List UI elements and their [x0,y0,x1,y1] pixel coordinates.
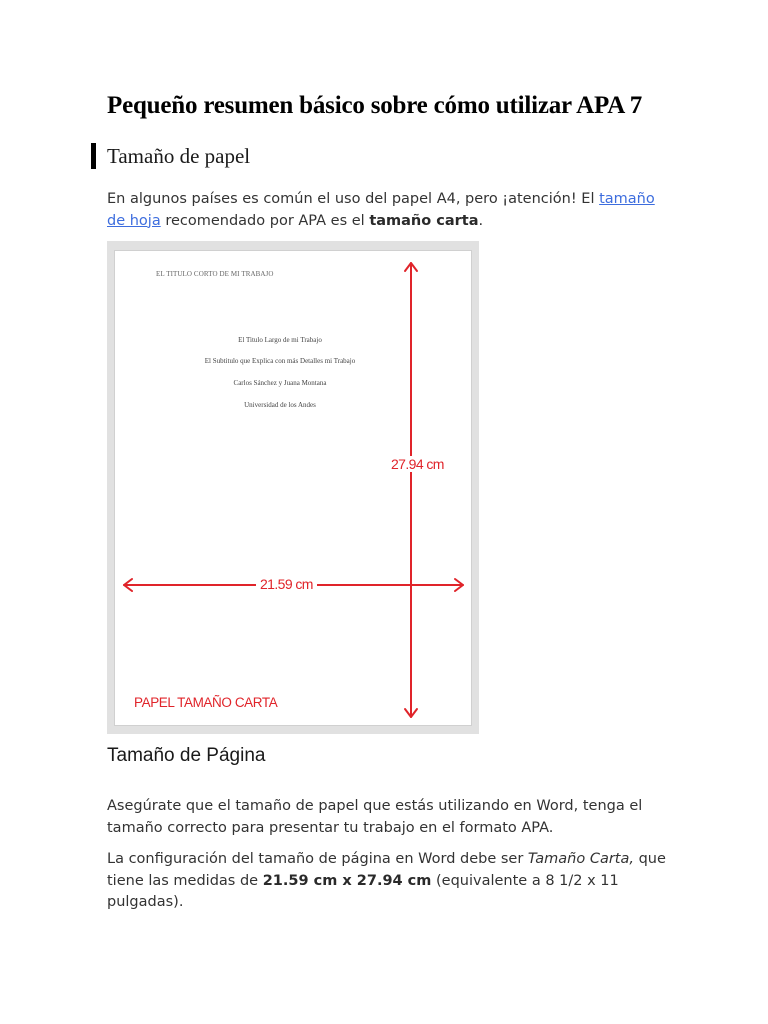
figure-authors-line: Carlos Sánchez y Juana Montana [233,379,327,387]
intro-bold-text: tamaño carta [369,212,479,229]
config-text-middle: que tiene las medidas de [107,851,666,889]
word-size-paragraph: Asegúrate que el tamaño de papel que estás utilizando en Word, tenga el tamaño correcto para presentar tu trabajo en el formato APA. [107,798,643,836]
section-accent-bar [91,143,96,169]
intro-text-end: . [478,212,484,229]
section-heading: Tamaño de papel [107,144,251,168]
width-dimension-label: 21.59 cm [256,576,317,592]
config-italic-text: Tamaño Carta, [527,851,634,867]
figure-institution-line: Universidad de los Andes [244,401,316,409]
height-dimension-label: 27.94 cm [391,456,444,472]
figure-running-head: EL TITULO CORTO DE MI TRABAJO [156,270,274,278]
letter-page-illustration [115,251,471,725]
figure-title-line: El Titulo Largo de mi Trabajo [238,336,322,344]
page-title: Pequeño resumen básico sobre cómo utilizar APA 7 [107,92,643,119]
figure-caption: PAPEL TAMAÑO CARTA [134,695,278,710]
intro-text-start: En algunos países es común el uso del papel A4, pero ¡atención! El [107,191,600,207]
page-size-subheading: Tamaño de Página [107,745,266,766]
page-config-paragraph [107,849,667,914]
intro-text-middle: recomendado por APA es el [160,212,370,229]
config-text-end: (equivalente a 8 1/2 x 11 pulgadas). [107,872,619,910]
paper-size-link[interactable]: tamaño de hoja [107,191,655,229]
config-measurements: 21.59 cm x 27.94 cm [262,872,432,889]
intro-paragraph [107,189,667,232]
figure-subtitle-line: El Subtitulo que Explica con más Detalles mi Trabajo [204,357,356,365]
config-text-start: La configuración del tamaño de página en Word debe ser [107,851,528,867]
